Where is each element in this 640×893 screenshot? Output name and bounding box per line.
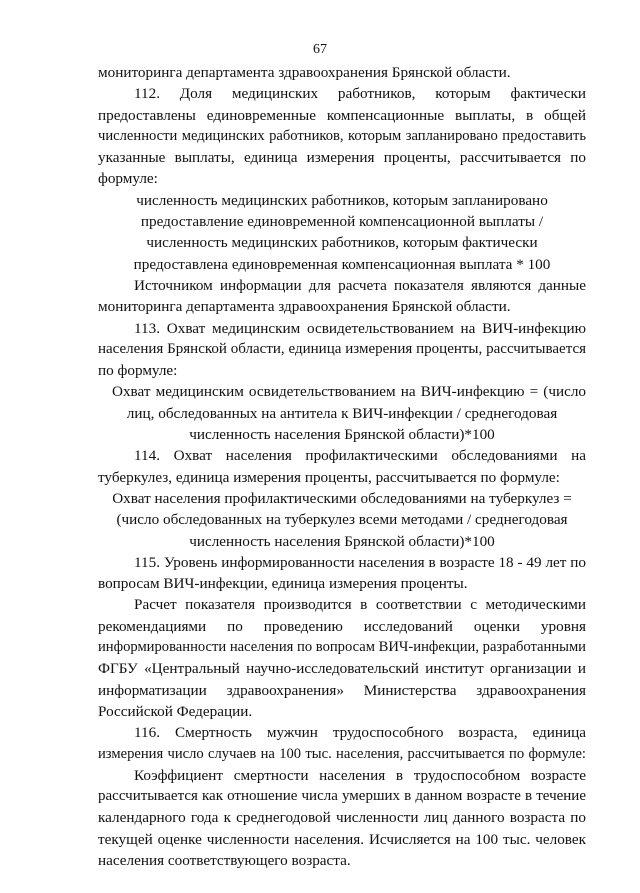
formula-114-line: Охват населения профилактическими обследованиями на туберкулез =: [112, 489, 572, 507]
paragraph-112-line: формуле:: [98, 170, 158, 188]
formula-112-line: численность медицинских работников, которым фактически: [146, 234, 538, 252]
paragraph-116-line: Коэффициент смертности населения в трудоспособном возрасте: [134, 766, 586, 784]
paragraph-114-line: туберкулез, единица измерения проценты, рассчитывается по формуле:: [98, 468, 560, 486]
formula-114-line: (число обследованных на туберкулез всеми методами / среднегодовая: [116, 511, 568, 529]
text-line: мониторинга департамента здравоохранения Брянской области.: [98, 64, 511, 81]
paragraph-115-line: рекомендациями по проведению исследований оценки уровня: [98, 617, 586, 635]
paragraph-116-line: календарного года к среднегодовой численности лиц данного возраста по: [98, 809, 586, 827]
page-number: 67: [313, 42, 327, 57]
formula-113-line: лиц, обследованных на антитела к ВИЧ-инфекции / среднегодовая: [126, 404, 558, 422]
paragraph-115-line: Российской Федерации.: [98, 702, 253, 720]
paragraph-114-line: 114. Охват населения профилактическими обследованиями на: [134, 447, 586, 465]
paragraph-112-line: 112. Доля медицинских работников, которым фактически: [134, 85, 586, 103]
paragraph-115-line: информатизации здравоохранения» Министерства здравоохранения: [98, 681, 586, 699]
source-note-line: Источником информации для расчета показателя являются данные: [134, 276, 586, 294]
source-note-line: мониторинга департамента здравоохранения Брянской области.: [98, 298, 511, 316]
formula-114-line: численность населения Брянской области)*100: [189, 532, 495, 550]
paragraph-113-line: населения Брянской области, единица измерения проценты, рассчитывается: [98, 340, 586, 357]
paragraph-116-line: населения соответствующего возраста.: [98, 851, 351, 869]
paragraph-112-line: указанные выплаты, единица измерения проценты, рассчитывается по: [98, 149, 586, 167]
paragraph-115-line: Расчет показателя производится в соответствии с методическими: [134, 596, 586, 614]
formula-112-line: предоставление единовременной компенсационной выплаты /: [140, 213, 544, 231]
paragraph-116-line: текущей оценке численности населения. Исчисляется на 100 тыс. человек: [98, 830, 586, 848]
formula-113-line: численность населения Брянской области)*100: [189, 426, 495, 444]
paragraph-115-line: ФГБУ «Центральный научно-исследовательский институт организации и: [98, 660, 586, 678]
paragraph-116-line: 116. Смертность мужчин трудоспособного возраста, единица: [134, 724, 586, 742]
paragraph-113-line: 113. Охват медицинским освидетельствованием на ВИЧ-инфекцию: [134, 319, 586, 337]
paragraph-115-line: информированности населения по вопросам ВИЧ-инфекции, разработанными: [98, 639, 586, 656]
paragraph-115-line: 115. Уровень информированности населения в возрасте 18 - 49 лет по: [134, 553, 586, 571]
paragraph-115-line: вопросам ВИЧ-инфекции, единица измерения проценты.: [98, 575, 468, 593]
paragraph-116-line: рассчитывается как отношение числа умерших в данном возрасте в течение: [98, 788, 586, 805]
paragraph-116-line: измерения число случаев на 100 тыс. населения, рассчитывается по формуле:: [98, 745, 586, 762]
paragraph-113-line: по формуле:: [98, 362, 178, 380]
formula-112-line: численность медицинских работников, которым запланировано: [136, 191, 548, 209]
formula-112-line: предоставлена единовременная компенсационная выплата * 100: [133, 255, 551, 273]
document-body: [98, 62, 586, 871]
paragraph-112-line: предоставлены единовременные компенсационные выплаты, в общей: [98, 106, 586, 124]
paragraph-112-line: численности медицинских работников, которым запланировано предоставить: [98, 127, 586, 144]
formula-113-line: Охват медицинским освидетельствованием на ВИЧ-инфекцию = (число: [112, 383, 586, 401]
